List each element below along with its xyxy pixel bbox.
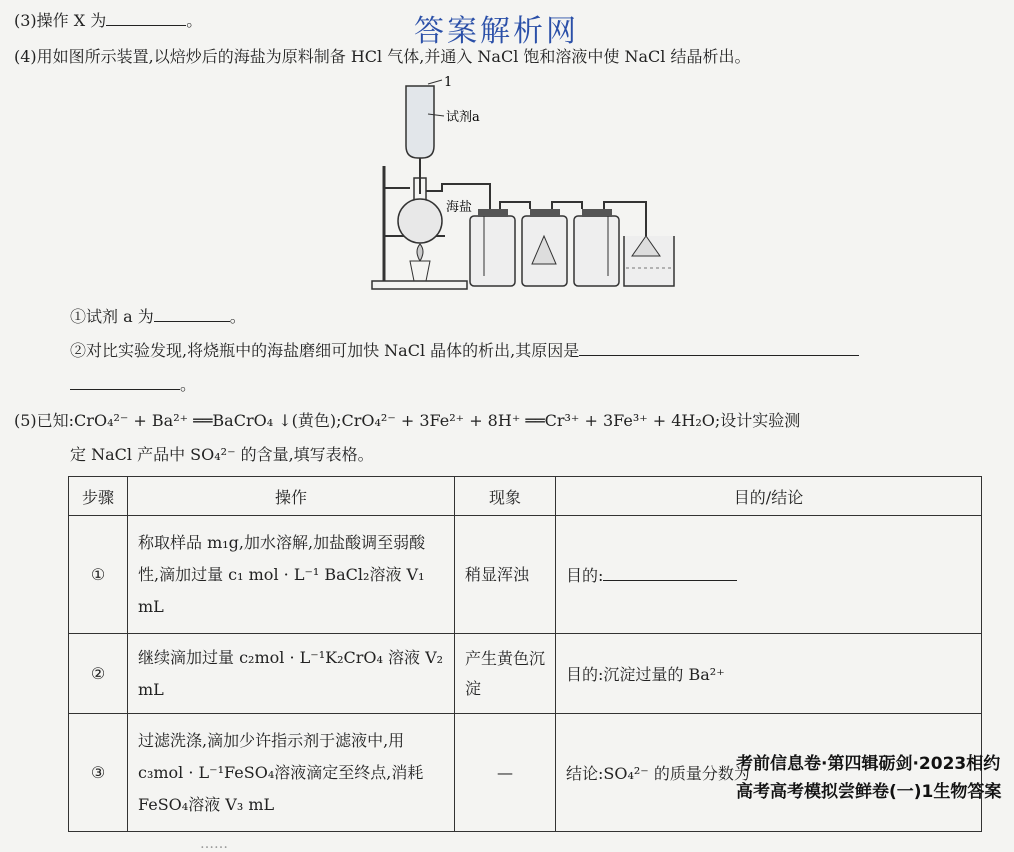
site-watermark: 答案解析网 <box>414 14 579 49</box>
step-number: ① <box>69 516 128 634</box>
goal-cell <box>556 516 982 634</box>
table-header-row <box>69 477 982 516</box>
header-phenomenon: 现象 <box>455 477 556 516</box>
step-number: ③ <box>69 714 128 832</box>
step-number: ② <box>69 634 128 714</box>
operation-cell: 过滤洗涤,滴加少许指示剂于滤液中,用 c₃mol · L⁻¹FeSO₄溶液滴定至终点,消耗 FeSO₄溶液 V₃ mL <box>128 714 455 832</box>
q4-sub2-text: ②对比实验发现,将烧瓶中的海盐磨细可加快 NaCl 晶体的析出,其原因是 <box>70 341 580 360</box>
operation-cell: 继续滴加过量 c₂mol · L⁻¹K₂CrO₄ 溶液 V₂ mL <box>128 634 455 714</box>
apparatus-diagram <box>370 76 680 296</box>
operation-cell: 称取样品 m₁g,加水溶解,加盐酸调至弱酸性,滴加过量 c₁ mol · L⁻¹ BaCl₂溶液 V₁ mL <box>128 516 455 634</box>
bottom-fragment: …… <box>200 836 228 852</box>
question-4-sub2 <box>70 338 859 361</box>
stand-base <box>372 281 467 289</box>
q3-text: (3)操作 X 为 <box>14 11 107 30</box>
q4-sub2-end: 。 <box>180 375 197 394</box>
question-4-sub2-cont <box>70 372 196 395</box>
beaker <box>624 236 674 286</box>
answer-blank <box>106 11 186 26</box>
question-4: (4)用如图所示装置,以焙炒后的海盐为原料制备 HCl 气体,并通入 NaCl 饱和溶液中使 NaCl 结晶析出。 <box>14 47 751 66</box>
phenomenon-cell: 稍显浑浊 <box>455 516 556 634</box>
table-row <box>69 634 982 714</box>
q4-sub1-end: 。 <box>229 307 246 326</box>
answer-blank <box>579 341 859 356</box>
question-5-line2: 定 NaCl 产品中 SO₄²⁻ 的含量,填写表格。 <box>70 445 374 464</box>
wash-bottle-1 <box>470 209 515 286</box>
table-row <box>69 516 982 634</box>
phenomenon-cell: 产生黄色沉淀 <box>455 634 556 714</box>
goal-cell: 目的:沉淀过量的 Ba²⁺ <box>556 634 982 714</box>
label-sea-salt: 海盐 <box>446 200 473 215</box>
header-operation: 操作 <box>128 477 455 516</box>
label-1-pointer <box>428 80 442 84</box>
label-1: 1 <box>444 76 453 90</box>
phenomenon-cell: — <box>455 714 556 832</box>
q4-sub1-text: ①试剂 a 为 <box>70 307 154 326</box>
answer-blank <box>154 307 230 322</box>
goal-cell: 结论:SO₄²⁻ 的质量分数为 <box>556 714 982 832</box>
question-5-line1: (5)已知:CrO₄²⁻ + Ba²⁺ ══BaCrO₄ ↓(黄色);CrO₄²⁻ + 3Fe²⁺ + 8H⁺ ══Cr³⁺ + 3Fe³⁺ + 4H₂O;设计实验测 <box>14 411 801 430</box>
answer-blank <box>603 566 737 581</box>
label-reagent-a: 试剂a <box>446 110 480 125</box>
header-step: 步骤 <box>69 477 128 516</box>
answer-blank <box>70 375 180 390</box>
question-3 <box>14 8 202 31</box>
question-4-sub1 <box>70 304 246 327</box>
separatory-funnel <box>406 86 434 158</box>
header-goal: 目的/结论 <box>556 477 982 516</box>
overlay-caption: 考前信息卷·第四辑砺剑·2023相约高考高考模拟尝鲜卷(一)1生物答案 <box>736 754 1002 802</box>
goal-text: 目的: <box>566 566 604 585</box>
alcohol-lamp <box>410 261 430 281</box>
q3-end: 。 <box>186 11 203 30</box>
round-flask <box>398 199 442 243</box>
bottle-2-funnel <box>522 209 567 286</box>
wash-bottle-3 <box>574 209 619 286</box>
